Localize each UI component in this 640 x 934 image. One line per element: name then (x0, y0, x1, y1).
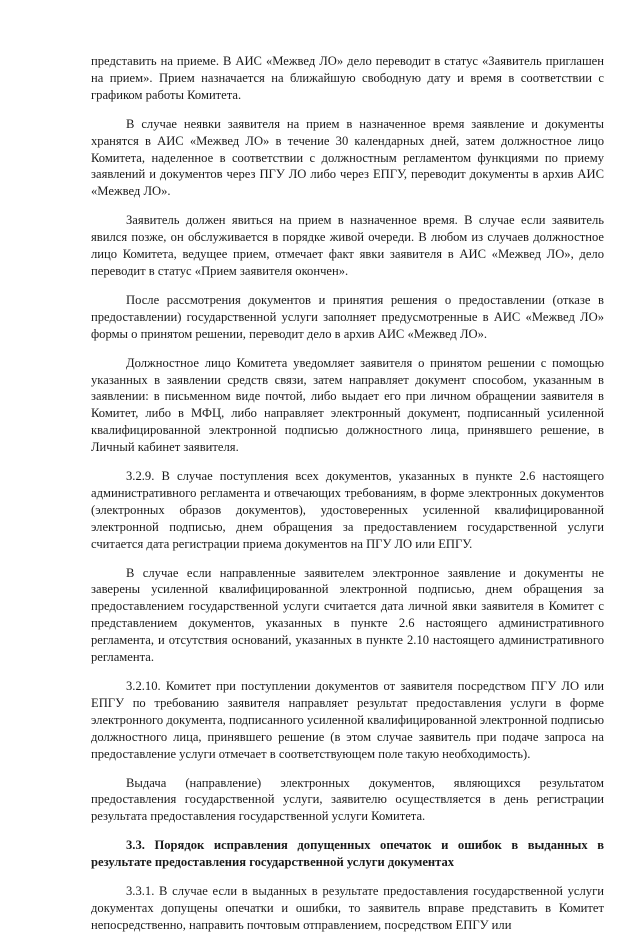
section-heading-3-3: 3.3. Порядок исправления допущенных опечаток и ошибок в выданных в результате предоставления государственной услуги документах (91, 838, 604, 870)
paragraph-issuance: Выдача (направление) электронных документов, являющихся результатом предоставления государственной услуги, заявителю осуществляется в день регистрации результата предоставления государственной услуги Комитета. (91, 775, 604, 824)
paragraph-unsigned-documents: В случае если направленные заявителем электронное заявление и документы не заверены усиленной квалифицированной электронной подписью, днем обращения за предоставлением государственной услуги считается дата личной явки заявителя в Комитет с представлением документов, указанных в пункте 2.6 настоящего административного регламента, и отсутствия оснований, указанных в пункте 2.10 настоящего административного регламента. (91, 565, 604, 665)
paragraph-3-3-1: 3.3.1. В случае если в выданных в результате предоставления государственной услуги документах допущены опечатки и ошибки, то заявитель вправе представить в Комитет непосредственно, направить почтовым отправлением, посредством ЕПГУ или (91, 884, 604, 932)
paragraph-3-2-10: 3.2.10. Комитет при поступлении документов от заявителя посредством ПГУ ЛО или ЕПГУ по требованию заявителя направляет результат предоставления услуги в форме электронного документа, подписанного усиленной квалифицированной электронной подписью должностного лица, принявшего решение (в этом случае заявитель при подаче запроса на предоставление услуги отмечает в соответствующем поле такую необходимость). (91, 679, 604, 761)
paragraph-no-show: В случае неявки заявителя на прием в назначенное время заявление и документы хранятся в АИС «Межвед ЛО» в течение 30 календарных дней, затем должностное лицо Комитета, наделенное в соответствии с должностным регламентом функциями по приему заявлений и документов через ПГУ ЛО либо через ЕПГУ, переводит документы в архив АИС «Межвед ЛО». (91, 116, 604, 199)
paragraph-after-review: После рассмотрения документов и принятия решения о предоставлении (отказе в предоставлении) государственной услуги заполняет предусмотренные в АИС «Межвед ЛО» формы о принятом решении, переводит дело в архив АИС «Межвед ЛО». (91, 292, 604, 341)
paragraph-arrival: Заявитель должен явиться на прием в назначенное время. В случае если заявитель явился позже, он обслуживается в порядке живой очереди. В любом из случаев должностное лицо Комитета, ведущее прием, отмечает факт явки заявителя в АИС «Межвед ЛО», дело переводит в статус «Прием заявителя окончен». (91, 213, 604, 278)
paragraph-continuation: представить на приеме. В АИС «Межвед ЛО» дело переводит в статус «Заявитель приглашен на прием». Прием назначается на ближайшую свободную дату и время в соответствии с графиком работы Комитета. (91, 54, 604, 102)
paragraph-notification: Должностное лицо Комитета уведомляет заявителя о принятом решении с помощью указанных в заявлении средств связи, затем направляет документ способом, указанным в заявлении: в письменном виде почтой, либо выдает его при личном обращении заявителя в Комитет, либо в МФЦ, либо направляет электронный документ, подписанный усиленной квалифицированной электронной подписью должностного лица, принявшего решение, в Личный кабинет заявителя. (91, 355, 604, 455)
paragraph-3-2-9: 3.2.9. В случае поступления всех документов, указанных в пункте 2.6 настоящего административного регламента и отвечающих требованиям, в форме электронных документов (электронных образов документов), удостоверенных усиленной квалифицированной электронной подписью, днем обращения за предоставлением государственной услуги считается дата регистрации приема документов на ПГУ ЛО или ЕПГУ. (91, 469, 604, 551)
